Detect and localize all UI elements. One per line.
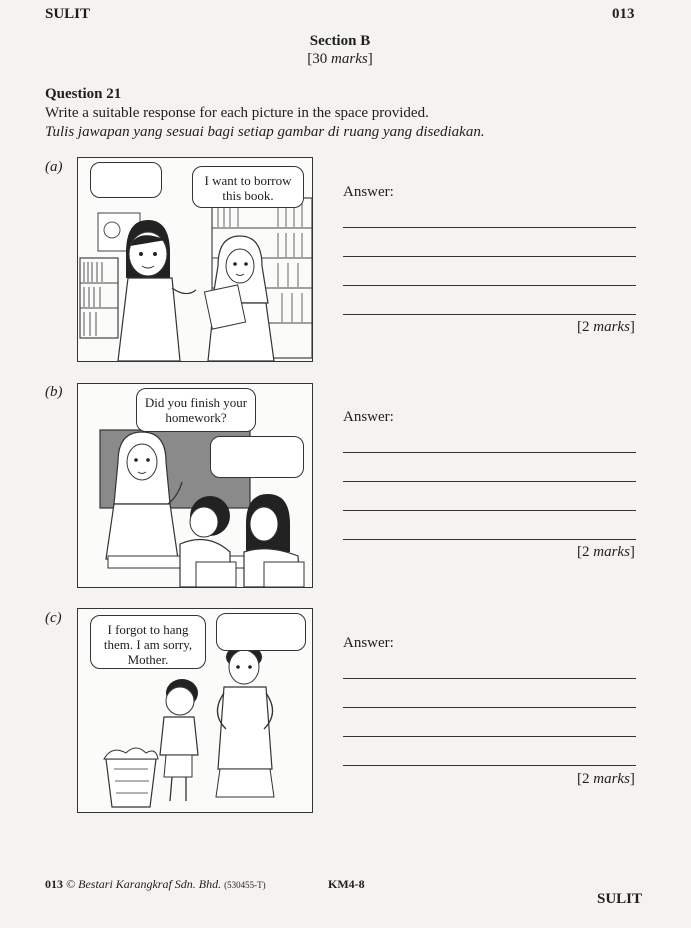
answer-label-a: Answer: (343, 184, 394, 200)
answer-line-c1[interactable] (343, 678, 636, 679)
instruction-malay: Tulis jawapan yang sesuai bagi setiap gambar di ruang yang disediakan. (45, 124, 485, 140)
answer-line-c2[interactable] (343, 707, 636, 708)
speech-bubble-c: I forgot to hang them. I am sorry, Mother. (90, 615, 206, 669)
answer-label-c: Answer: (343, 635, 394, 651)
answer-line-a3[interactable] (343, 285, 636, 286)
answer-line-a1[interactable] (343, 227, 636, 228)
header-sulit: SULIT (45, 6, 91, 22)
footer-page-code: KM4-8 (328, 877, 365, 891)
answer-line-a4[interactable] (343, 314, 636, 315)
answer-line-b4[interactable] (343, 539, 636, 540)
picture-c-home (77, 608, 313, 813)
answer-line-c3[interactable] (343, 736, 636, 737)
section-marks: [30 marks] (307, 51, 373, 67)
empty-speech-bubble-c (216, 613, 306, 651)
part-a-label: (a) (45, 159, 63, 175)
section-title: Section B (309, 33, 371, 49)
header-paper-code: 013 (612, 6, 635, 22)
answer-line-b3[interactable] (343, 510, 636, 511)
answer-line-b1[interactable] (343, 452, 636, 453)
empty-speech-bubble-a (90, 162, 162, 198)
marks-b: [2 marks] (577, 544, 635, 560)
speech-bubble-a: I want to borrow this book. (192, 166, 304, 208)
part-c-label: (c) (45, 610, 62, 626)
answer-line-c4[interactable] (343, 765, 636, 766)
part-b-label: (b) (45, 384, 63, 400)
answer-label-b: Answer: (343, 409, 394, 425)
instruction-english: Write a suitable response for each picture in the space provided. (45, 105, 429, 121)
marks-a: [2 marks] (577, 319, 635, 335)
empty-speech-bubble-b (210, 436, 304, 478)
footer-publisher: 013 © Bestari Karangkraf Sdn. Bhd. (530455-T) (45, 877, 266, 891)
question-title: Question 21 (45, 86, 122, 102)
speech-bubble-b: Did you finish your homework? (136, 388, 256, 432)
picture-a-library (77, 157, 313, 362)
marks-c: [2 marks] (577, 771, 635, 787)
picture-b-classroom (77, 383, 313, 588)
footer-sulit: SULIT (597, 891, 643, 907)
answer-line-a2[interactable] (343, 256, 636, 257)
answer-line-b2[interactable] (343, 481, 636, 482)
